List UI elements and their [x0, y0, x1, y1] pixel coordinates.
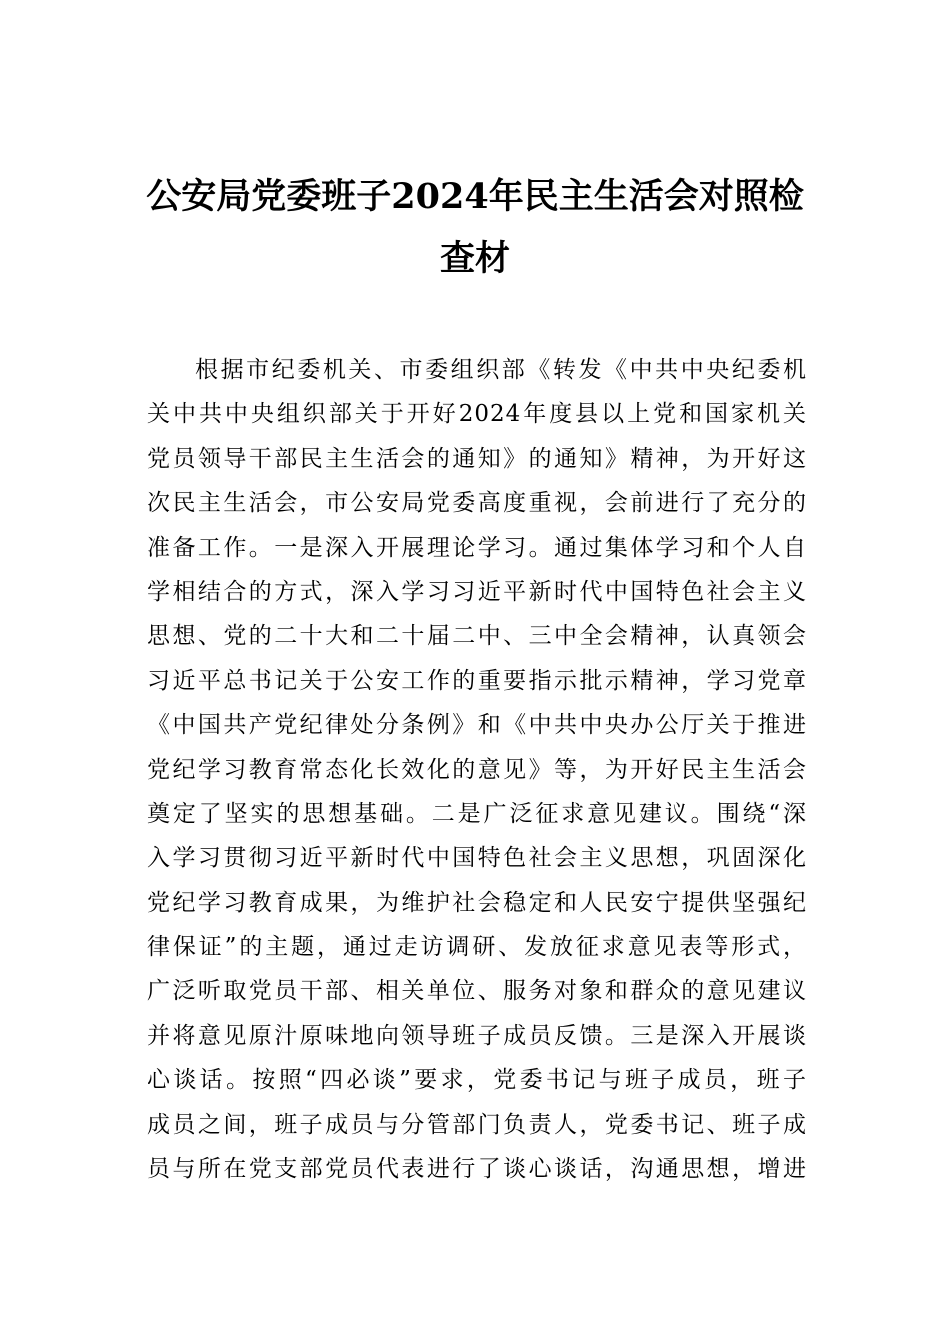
body-line: 思想、党的二十大和二十届二中、三中全会精神，认真领会 [147, 623, 807, 650]
body-line: 关中共中央组织部关于开好2024年度县以上党和国家机关 [147, 401, 807, 428]
body-line: 成员之间，班子成员与分管部门负责人，党委书记、班子成 [147, 1111, 807, 1138]
body-line: 广泛听取党员干部、相关单位、服务对象和群众的意见建议 [147, 978, 807, 1005]
body-line: 党纪学习教育常态化长效化的意见》等，为开好民主生活会 [147, 756, 807, 783]
body-paragraph [147, 348, 807, 1191]
title-line-1: 公安局党委班子2024年民主生活会对照检 [146, 176, 804, 217]
title-line-2: 查材 [439, 238, 510, 279]
body-line: 次民主生活会，市公安局党委高度重视，会前进行了充分的 [147, 490, 807, 517]
body-line: 党纪学习教育成果，为维护社会稳定和人民安宁提供坚强纪 [147, 889, 807, 916]
document-title [140, 166, 810, 290]
body-line: 并将意见原汁原味地向领导班子成员反馈。三是深入开展谈 [147, 1022, 807, 1049]
body-line: 学相结合的方式，深入学习习近平新时代中国特色社会主义 [147, 578, 807, 605]
body-line: 习近平总书记关于公安工作的重要指示批示精神，学习党章 [147, 667, 807, 694]
body-line: 心谈话。按照“四必谈”要求，党委书记与班子成员，班子 [147, 1067, 807, 1094]
body-line: 《中国共产党纪律处分条例》和《中共中央办公厅关于推进 [147, 712, 807, 739]
body-line: 根据市纪委机关、市委组织部《转发《中共中央纪委机 [195, 357, 807, 383]
body-line: 准备工作。一是深入开展理论学习。通过集体学习和个人自 [147, 534, 807, 561]
body-line: 入学习贯彻习近平新时代中国特色社会主义思想，巩固深化 [147, 845, 807, 872]
body-line: 奠定了坚实的思想基础。二是广泛征求意见建议。围绕“深 [147, 800, 807, 827]
body-line: 员与所在党支部党员代表进行了谈心谈话，沟通思想，增进 [147, 1156, 807, 1183]
body-line: 党员领导干部民主生活会的通知》的通知》精神，为开好这 [147, 445, 807, 472]
body-line: 律保证”的主题，通过走访调研、发放征求意见表等形式， [147, 934, 807, 961]
